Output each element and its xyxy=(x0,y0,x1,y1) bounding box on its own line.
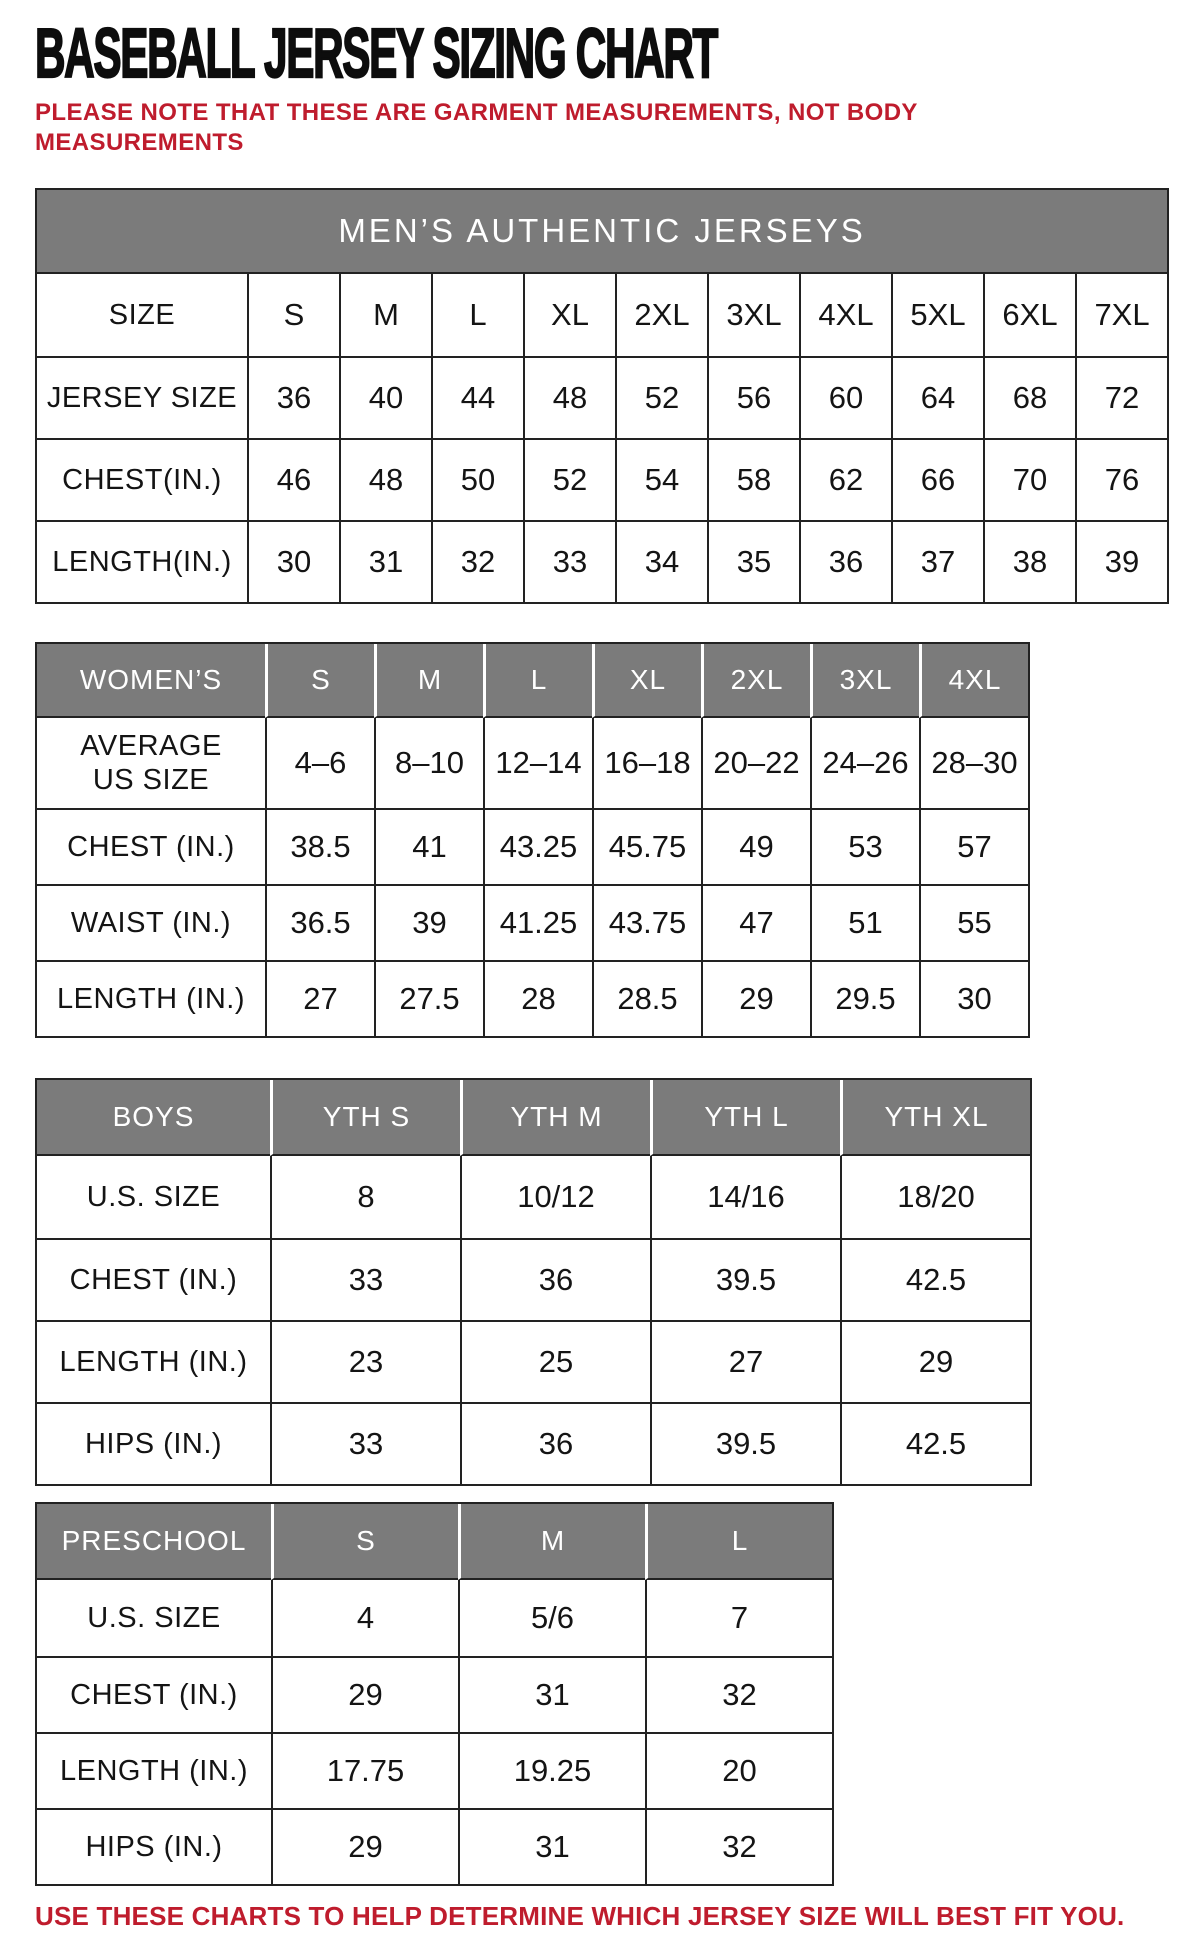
row-label-cell: U.S. SIZE xyxy=(37,1580,271,1656)
value-cell: 43.75 xyxy=(592,884,701,960)
preschool-sizing-table xyxy=(35,1502,834,1886)
col-header-cell: 4XL xyxy=(919,644,1028,718)
size-header-cell: 6XL xyxy=(983,274,1075,356)
value-cell: 76 xyxy=(1075,438,1167,520)
value-cell: 70 xyxy=(983,438,1075,520)
value-cell: 10/12 xyxy=(460,1156,650,1238)
value-cell: 36 xyxy=(460,1238,650,1320)
value-cell: 4–6 xyxy=(265,718,374,808)
col-header-cell: M xyxy=(374,644,483,718)
value-cell: 32 xyxy=(645,1656,832,1732)
value-cell: 30 xyxy=(247,520,339,602)
col-header-cell: L xyxy=(645,1504,832,1580)
value-cell: 27 xyxy=(650,1320,840,1402)
value-cell: 27.5 xyxy=(374,960,483,1036)
value-cell: 19.25 xyxy=(458,1732,645,1808)
row-label-cell: WAIST (IN.) xyxy=(37,884,265,960)
value-cell: 72 xyxy=(1075,356,1167,438)
fit-advice-note: USE THESE CHARTS TO HELP DETERMINE WHICH JERSEY SIZE WILL BEST FIT YOU. xyxy=(35,1901,1125,1931)
col-header-cell: YTH L xyxy=(650,1080,840,1156)
value-cell: 49 xyxy=(701,808,810,884)
row-label-cell: JERSEY SIZE xyxy=(37,356,247,438)
value-cell: 36 xyxy=(799,520,891,602)
mens-sizing-table xyxy=(35,188,1169,604)
value-cell: 20–22 xyxy=(701,718,810,808)
size-header-cell: S xyxy=(247,274,339,356)
size-header-cell: XL xyxy=(523,274,615,356)
col-header-cell: L xyxy=(483,644,592,718)
value-cell: 7 xyxy=(645,1580,832,1656)
value-cell: 41.25 xyxy=(483,884,592,960)
value-cell: 31 xyxy=(458,1656,645,1732)
value-cell: 48 xyxy=(339,438,431,520)
value-cell: 58 xyxy=(707,438,799,520)
row-label-cell: CHEST(IN.) xyxy=(37,438,247,520)
col-header-cell: S xyxy=(271,1504,458,1580)
col-header-cell: 3XL xyxy=(810,644,919,718)
row-label-cell: LENGTH (IN.) xyxy=(37,960,265,1036)
value-cell: 28 xyxy=(483,960,592,1036)
value-cell: 47 xyxy=(701,884,810,960)
col-header-cell: YTH XL xyxy=(840,1080,1030,1156)
value-cell: 41 xyxy=(374,808,483,884)
value-cell: 23 xyxy=(270,1320,460,1402)
mens-table-title: MEN’S AUTHENTIC JERSEYS xyxy=(37,190,1167,274)
value-cell: 14/16 xyxy=(650,1156,840,1238)
row-label-cell: HIPS (IN.) xyxy=(37,1808,271,1884)
value-cell: 24–26 xyxy=(810,718,919,808)
value-cell: 29 xyxy=(271,1656,458,1732)
value-cell: 29 xyxy=(840,1320,1030,1402)
value-cell: 8 xyxy=(270,1156,460,1238)
value-cell: 28–30 xyxy=(919,718,1028,808)
value-cell: 39.5 xyxy=(650,1402,840,1484)
value-cell: 57 xyxy=(919,808,1028,884)
row-label-cell: LENGTH(IN.) xyxy=(37,520,247,602)
col-header-cell: YTH M xyxy=(460,1080,650,1156)
row-label-cell: CHEST (IN.) xyxy=(37,1656,271,1732)
col-header-cell: 2XL xyxy=(701,644,810,718)
value-cell: 56 xyxy=(707,356,799,438)
womens-table-title: WOMEN’S xyxy=(37,644,265,718)
boys-sizing-table xyxy=(35,1078,1032,1486)
size-header-cell: 2XL xyxy=(615,274,707,356)
value-cell: 66 xyxy=(891,438,983,520)
value-cell: 39.5 xyxy=(650,1238,840,1320)
value-cell: 64 xyxy=(891,356,983,438)
value-cell: 36 xyxy=(460,1402,650,1484)
value-cell: 68 xyxy=(983,356,1075,438)
value-cell: 31 xyxy=(339,520,431,602)
womens-sizing-table xyxy=(35,642,1030,1038)
size-header-cell: 4XL xyxy=(799,274,891,356)
page-title: BASEBALL JERSEY SIZING CHART xyxy=(35,14,718,92)
col-header-cell: XL xyxy=(592,644,701,718)
value-cell: 34 xyxy=(615,520,707,602)
value-cell: 39 xyxy=(1075,520,1167,602)
value-cell: 29.5 xyxy=(810,960,919,1036)
row-label-cell: CHEST (IN.) xyxy=(37,1238,270,1320)
value-cell: 62 xyxy=(799,438,891,520)
value-cell: 50 xyxy=(431,438,523,520)
value-cell: 38 xyxy=(983,520,1075,602)
value-cell: 30 xyxy=(919,960,1028,1036)
value-cell: 33 xyxy=(270,1238,460,1320)
size-header-cell: 5XL xyxy=(891,274,983,356)
value-cell: 45.75 xyxy=(592,808,701,884)
value-cell: 16–18 xyxy=(592,718,701,808)
value-cell: 53 xyxy=(810,808,919,884)
size-header-cell: L xyxy=(431,274,523,356)
col-header-cell: M xyxy=(458,1504,645,1580)
value-cell: 43.25 xyxy=(483,808,592,884)
col-header-cell: S xyxy=(265,644,374,718)
value-cell: 51 xyxy=(810,884,919,960)
value-cell: 48 xyxy=(523,356,615,438)
value-cell: 33 xyxy=(270,1402,460,1484)
value-cell: 17.75 xyxy=(271,1732,458,1808)
row-label-cell: CHEST (IN.) xyxy=(37,808,265,884)
value-cell: 8–10 xyxy=(374,718,483,808)
value-cell: 18/20 xyxy=(840,1156,1030,1238)
row-label-cell: LENGTH (IN.) xyxy=(37,1320,270,1402)
value-cell: 37 xyxy=(891,520,983,602)
row-label-cell: LENGTH (IN.) xyxy=(37,1732,271,1808)
value-cell: 28.5 xyxy=(592,960,701,1036)
value-cell: 4 xyxy=(271,1580,458,1656)
value-cell: 35 xyxy=(707,520,799,602)
value-cell: 54 xyxy=(615,438,707,520)
boys-table-title: BOYS xyxy=(37,1080,270,1156)
value-cell: 44 xyxy=(431,356,523,438)
value-cell: 42.5 xyxy=(840,1402,1030,1484)
value-cell: 32 xyxy=(431,520,523,602)
value-cell: 36 xyxy=(247,356,339,438)
value-cell: 20 xyxy=(645,1732,832,1808)
value-cell: 25 xyxy=(460,1320,650,1402)
value-cell: 36.5 xyxy=(265,884,374,960)
value-cell: 38.5 xyxy=(265,808,374,884)
preschool-table-title: PRESCHOOL xyxy=(37,1504,271,1580)
value-cell: 33 xyxy=(523,520,615,602)
value-cell: 52 xyxy=(523,438,615,520)
value-cell: 29 xyxy=(701,960,810,1036)
value-cell: 32 xyxy=(645,1808,832,1884)
value-cell: 52 xyxy=(615,356,707,438)
garment-measurement-note: PLEASE NOTE THAT THESE ARE GARMENT MEASUREMENTS, NOT BODY MEASUREMENTS xyxy=(35,99,918,156)
row-label-text: AVERAGE US SIZE xyxy=(80,730,222,796)
row-label-cell xyxy=(37,718,265,808)
value-cell: 46 xyxy=(247,438,339,520)
value-cell: 60 xyxy=(799,356,891,438)
value-cell: 55 xyxy=(919,884,1028,960)
row-label-cell: HIPS (IN.) xyxy=(37,1402,270,1484)
value-cell: 5/6 xyxy=(458,1580,645,1656)
size-header-cell: 3XL xyxy=(707,274,799,356)
value-cell: 27 xyxy=(265,960,374,1036)
value-cell: 29 xyxy=(271,1808,458,1884)
size-header-cell: M xyxy=(339,274,431,356)
value-cell: 42.5 xyxy=(840,1238,1030,1320)
col-header-cell: YTH S xyxy=(270,1080,460,1156)
size-header-cell: 7XL xyxy=(1075,274,1167,356)
value-cell: 31 xyxy=(458,1808,645,1884)
value-cell: 40 xyxy=(339,356,431,438)
row-label-cell: SIZE xyxy=(37,274,247,356)
value-cell: 12–14 xyxy=(483,718,592,808)
row-label-cell: U.S. SIZE xyxy=(37,1156,270,1238)
value-cell: 39 xyxy=(374,884,483,960)
